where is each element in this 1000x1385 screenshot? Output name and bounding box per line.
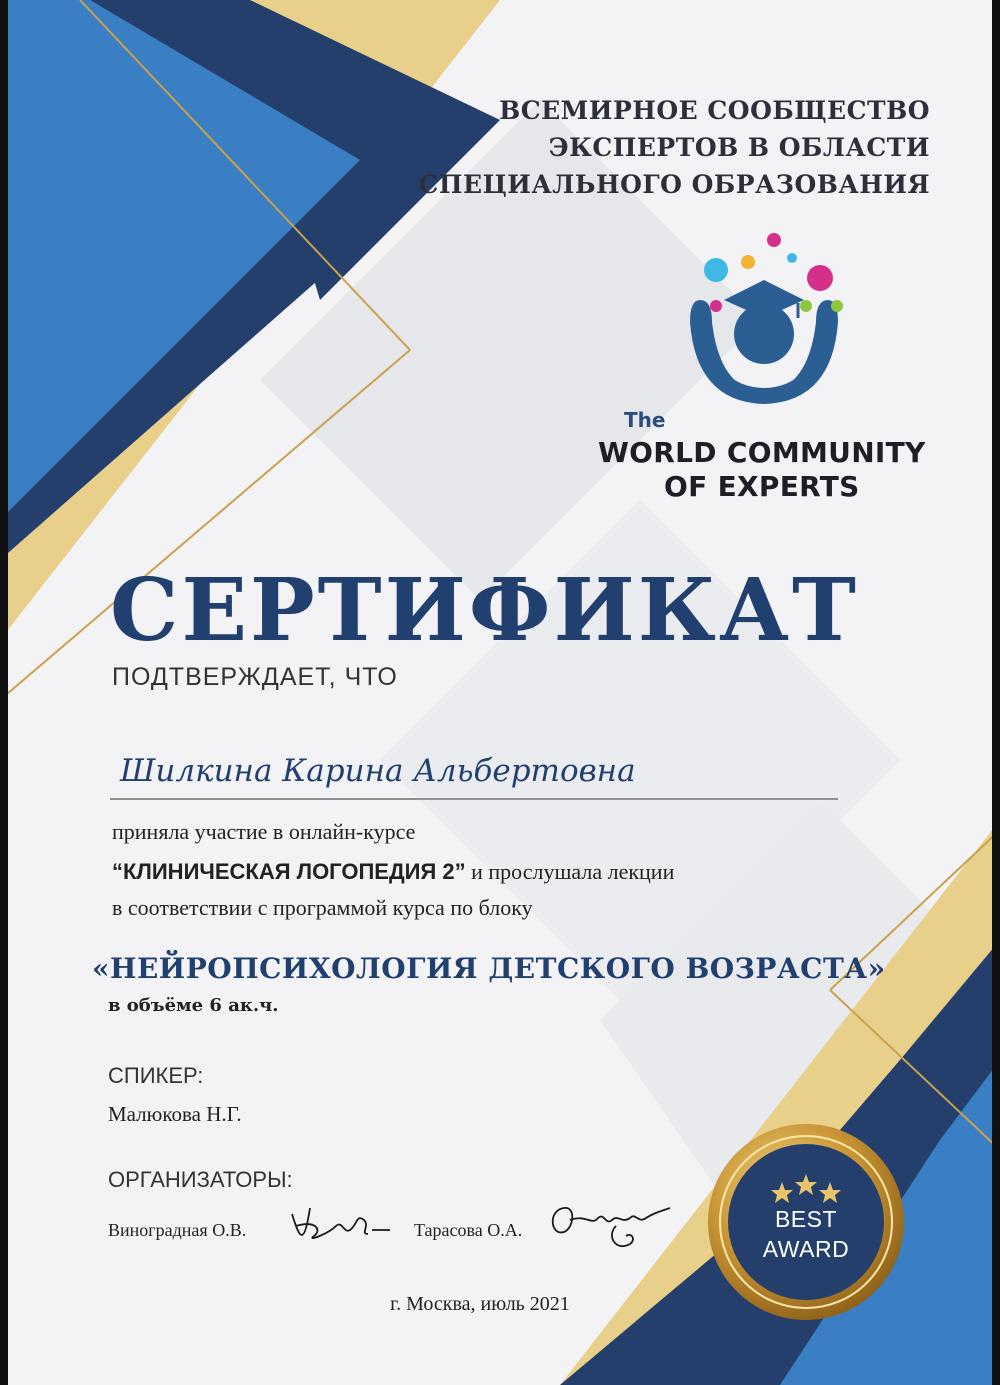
block-title: «НЕЙРОПСИХОЛОГИЯ ДЕТСКОГО ВОЗРАСТА» — [92, 952, 886, 985]
place-date: г. Москва, июль 2021 — [390, 1293, 570, 1315]
right-edge-bar — [992, 0, 1000, 1385]
course-line-rest: и прослушала лекции — [465, 859, 675, 884]
org-name-line: СПЕЦИАЛЬНОГО ОБРАЗОВАНИЯ — [418, 170, 930, 199]
program-line: в соответствии с программой курса по блоку — [112, 895, 533, 920]
organizer-1: Виноградная О.В. — [108, 1220, 247, 1240]
course-line — [112, 859, 674, 885]
logo-line-1: WORLD COMMUNITY — [598, 436, 926, 469]
logo-the: The — [624, 408, 666, 432]
speaker-label: СПИКЕР: — [108, 1063, 204, 1088]
organization-name — [410, 92, 930, 203]
organizer-2: Тарасова О.А. — [414, 1220, 523, 1240]
logo-line-2: OF EXPERTS — [664, 470, 860, 503]
logo-dot — [800, 300, 812, 312]
left-edge-bar — [0, 0, 8, 1385]
participation-line: приняла участие в онлайн-курсе — [112, 819, 416, 844]
certificate-title: СЕРТИФИКАТ — [110, 560, 860, 661]
badge-line-1: BEST — [774, 1206, 838, 1232]
course-name: “КЛИНИЧЕСКАЯ ЛОГОПЕДИЯ 2” — [112, 859, 466, 884]
logo-dot — [710, 300, 722, 312]
logo-dot — [787, 253, 797, 263]
org-name-line: ВСЕМИРНОЕ СООБЩЕСТВО — [499, 96, 930, 125]
badge-line-2: AWARD — [762, 1236, 850, 1262]
logo-dot — [704, 258, 728, 282]
organizers-label: ОРГАНИЗАТОРЫ: — [108, 1167, 293, 1192]
signature-1 — [286, 1200, 396, 1250]
signature-2 — [546, 1196, 676, 1260]
logo-dot — [831, 300, 843, 312]
org-name-line: ЭКСПЕРТОВ В ОБЛАСТИ — [548, 133, 930, 162]
logo-dot — [767, 233, 781, 247]
speaker-name: Малюкова Н.Г. — [108, 1102, 242, 1126]
logo-dot — [741, 255, 755, 269]
confirms-text: ПОДТВЕРЖДАЕТ, ЧТО — [112, 663, 398, 691]
recipient-name: Шилкина Карина Альбертовна — [120, 753, 636, 789]
volume-text: в объёме 6 ак.ч. — [108, 995, 279, 1016]
logo-dot — [807, 265, 833, 291]
recipient-underline — [110, 798, 838, 800]
